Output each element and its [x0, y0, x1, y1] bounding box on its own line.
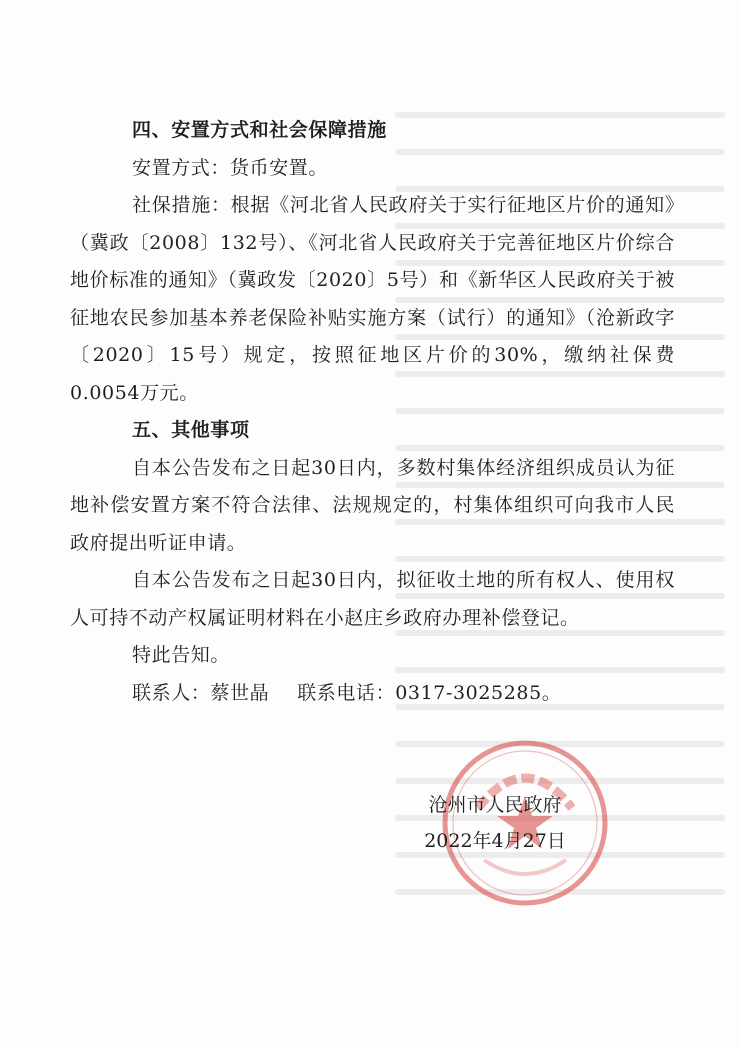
section-5-heading: 五、其他事项	[132, 419, 250, 441]
issue-date: 2022年4月27日	[424, 830, 566, 852]
contact-line	[70, 675, 675, 713]
contact-phone: 联系电话：0317-3025285。	[297, 681, 562, 704]
resettlement-method: 安置方式：货币安置。	[132, 156, 329, 179]
contact-person: 联系人：蔡世晶	[132, 681, 270, 704]
section-4-heading: 四、安置方式和社会保障措施	[132, 119, 387, 141]
closing-notice: 特此告知。	[132, 644, 231, 666]
document-body	[70, 112, 675, 712]
signature-block	[405, 787, 585, 859]
social-security-measures: 社保措施：根据《河北省人民政府关于实行征地区片价的通知》（冀政〔2008〕132号）、《河北省人民政府关于完善征地区片价综合地价标准的通知》（冀政发〔2020〕5号）和《新华区人民政府关于被征地农民参加基本养老保险补贴实施方案（试行）的通知》（沧新政字〔2020〕15号）规定，按照征地区片价的30%，缴纳社保费 0.0054万元。	[70, 194, 675, 404]
hearing-application-paragraph: 自本公告发布之日起30日内，多数村集体经济组织成员认为征地补偿安置方案不符合法律、法规规定的，村集体组织可向我市人民政府提出听证申请。	[70, 456, 675, 554]
compensation-registration-paragraph: 自本公告发布之日起30日内，拟征收土地的所有权人、使用权人可持不动产权属证明材料在小赵庄乡政府办理补偿登记。	[70, 569, 675, 629]
issuing-authority: 沧州市人民政府	[428, 794, 562, 816]
